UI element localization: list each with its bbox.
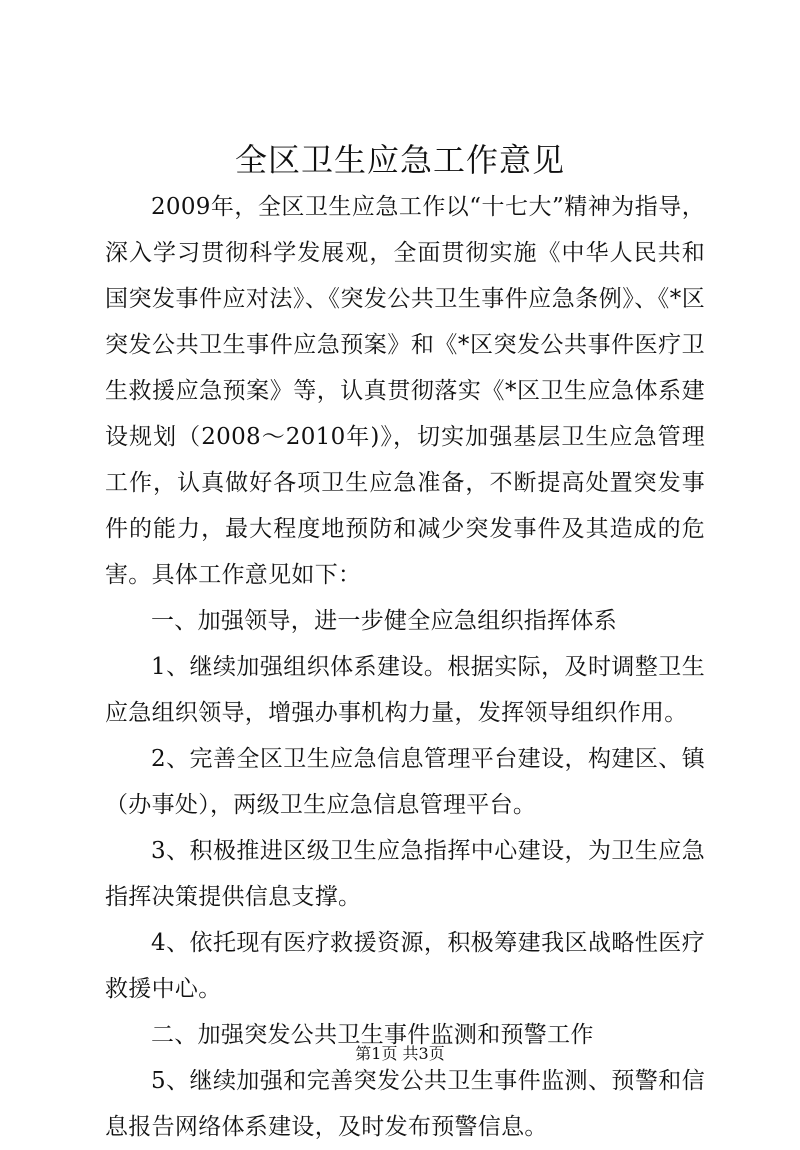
section-heading-1: 一、加强领导，进一步健全应急组织指挥体系 xyxy=(151,608,617,634)
paragraph-item-2: 2、完善全区卫生应急信息管理平台建设，构建区、镇（办事处），两级卫生应急信息管理平台。 xyxy=(105,746,705,818)
paragraph-item-5: 5、继续加强和完善突发公共卫生事件监测、预警和信息报告网络体系建设，及时发布预警信息。 xyxy=(105,1068,705,1140)
paragraph-intro: 2009年，全区卫生应急工作以“十七大”精神为指导，深入学习贯彻科学发展观，全面贯彻实施《中华人民共和国突发事件应对法》、《突发公共卫生事件应急条例》、《*区突发公共卫生事件应急预案》和《*区突发公共事件医疗卫生救援应急预案》等，认真贯彻落实《*区卫生应急体系建设规划（2008～2010年)》，切实加强基层卫生应急管理工作，认真做好各项卫生应急准备，不断提高处置突发事件的能力，最大程度地预防和减少突发事件及其造成的危害。具体工作意见如下： xyxy=(105,194,705,588)
document-title: 全区卫生应急工作意见 xyxy=(234,141,565,179)
paragraph-item-3: 3、积极推进区级卫生应急指挥中心建设，为卫生应急指挥决策提供信息支撑。 xyxy=(105,838,705,910)
page-footer: 第1页 共3页 xyxy=(355,1044,445,1063)
paragraph-item-1: 1、继续加强组织体系建设。根据实际，及时调整卫生应急组织领导，增强办事机构力量，发挥领导组织作用。 xyxy=(105,654,705,726)
document-body xyxy=(105,184,705,1150)
paragraph-item-4: 4、依托现有医疗救援资源，积极筹建我区战略性医疗救援中心。 xyxy=(105,930,705,1002)
section-heading-2: 二、加强突发公共卫生事件监测和预警工作 xyxy=(151,1022,594,1048)
